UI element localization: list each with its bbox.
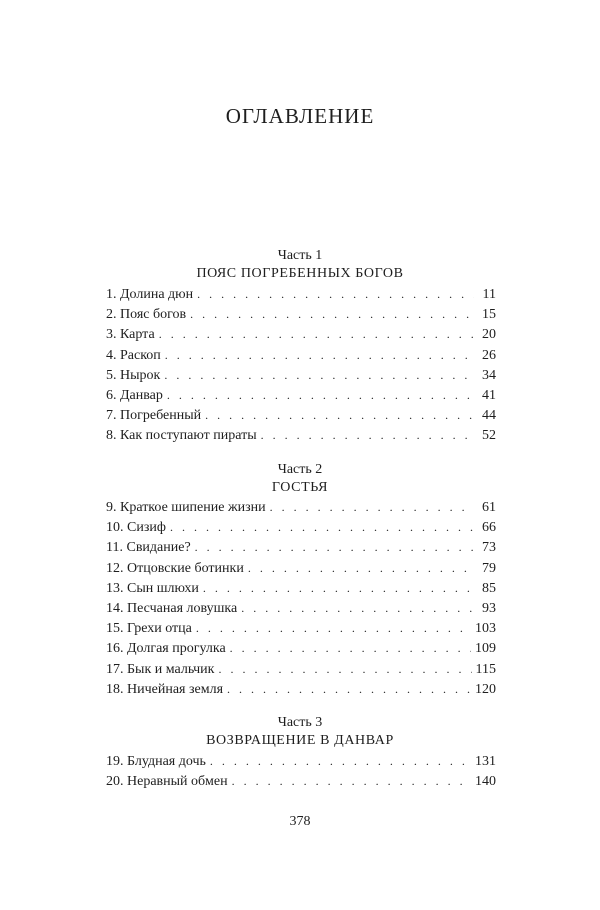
chapter-page: 120 [475,681,496,697]
dot-leader [218,662,471,677]
part-name: ВОЗВРАЩЕНИЕ В ДАНВАР [206,733,394,748]
toc-entry [106,368,496,388]
dot-leader [197,287,474,302]
chapter-title: 19. Блудная дочь [106,754,206,769]
chapter-title: 2. Пояс богов [106,307,187,323]
chapter-title: 11. Свидание? [106,540,191,556]
part-3-heading [0,714,600,750]
toc-entry [106,388,496,408]
toc-entry [106,601,496,621]
dot-leader [248,561,474,576]
chapter-page: 20 [482,327,496,343]
dot-leader [227,682,471,697]
chapter-title: 4. Раскоп [106,347,161,363]
dot-leader [164,368,474,383]
chapter-page: 66 [482,520,496,536]
chapter-page: 103 [475,621,496,637]
chapter-title: 1. Долина дюн [106,287,194,302]
chapter-page: 41 [482,387,496,403]
dot-leader [190,307,474,322]
toc-entry [106,428,496,448]
chapter-title: 12. Отцовские ботинки [106,560,244,576]
chapter-title: 14. Песчаная ловушка [106,600,238,616]
toc-entry [106,520,496,540]
part-2-heading [0,461,600,497]
chapter-page: 34 [482,367,496,383]
part-label: Часть 3 [277,715,323,730]
chapter-title: 15. Грехи отца [106,621,192,637]
part-name: ПОЯС ПОГРЕБЕННЫХ БОГОВ [196,266,404,281]
dot-leader [270,500,474,515]
chapter-page: 26 [482,347,496,363]
dot-leader [210,754,471,769]
toc-entry [106,348,496,368]
part-label: Часть 1 [277,248,323,263]
chapter-title: 13. Сын шлюхи [106,580,199,596]
dot-leader [230,641,471,656]
chapter-title: 20. Неравный обмен [106,774,228,790]
page-title: ОГЛАВЛЕНИЕ [225,104,375,128]
dot-leader [241,601,474,616]
dot-leader [170,520,474,535]
chapter-title: 7. Погребенный [106,408,202,424]
toc-entry [106,662,496,682]
dot-leader [203,581,474,596]
chapter-page: 52 [482,428,496,444]
dot-leader [205,408,474,423]
chapter-page: 140 [475,774,496,790]
toc-entry [106,754,496,774]
dot-leader [159,327,474,342]
dot-leader [165,348,474,363]
chapter-page: 79 [482,560,496,576]
chapter-page: 93 [482,600,496,616]
chapter-title: 17. Бык и мальчик [106,661,215,677]
chapter-title: 18. Ничейная земля [106,681,224,697]
chapter-title: 16. Долгая прогулка [106,641,226,657]
chapter-title: 9. Краткое шипение жизни [106,500,266,515]
part-name: ГОСТЬЯ [271,480,329,495]
chapter-title: 5. Нырок [106,367,161,383]
chapter-page: 131 [475,754,496,769]
toc-entry [106,307,496,327]
chapter-page: 109 [475,641,496,657]
chapter-title: 3. Карта [106,327,155,343]
chapter-title: 6. Данвар [106,387,163,403]
toc-entry [106,774,496,794]
chapter-page: 15 [482,307,496,323]
toc-entry [106,561,496,581]
toc-entry [106,408,496,428]
dot-leader [261,428,474,443]
chapter-page: 44 [482,408,496,424]
chapter-page: 11 [482,287,496,302]
chapter-page: 85 [482,580,496,596]
toc-entry [106,287,496,307]
chapter-page: 73 [482,540,496,556]
chapter-title: 8. Как поступают пираты [106,428,257,444]
toc-entry [106,621,496,641]
part-1-heading [0,247,600,283]
chapter-page: 115 [475,661,496,677]
part-2-chapter-list [106,500,496,702]
dot-leader [232,774,471,789]
toc-entry [106,540,496,560]
toc-entry [106,682,496,702]
part-1-chapter-list [106,287,496,449]
page-number: 378 [289,814,311,829]
part-3-chapter-list [106,754,496,794]
toc-entry [106,641,496,661]
dot-leader [167,388,474,403]
dot-leader [195,540,474,555]
toc-entry [106,500,496,520]
part-label: Часть 2 [277,462,323,477]
chapter-title: 10. Сизиф [106,520,166,536]
toc-entry [106,581,496,601]
toc-entry [106,327,496,347]
chapter-page: 61 [482,500,496,515]
dot-leader [196,621,471,636]
